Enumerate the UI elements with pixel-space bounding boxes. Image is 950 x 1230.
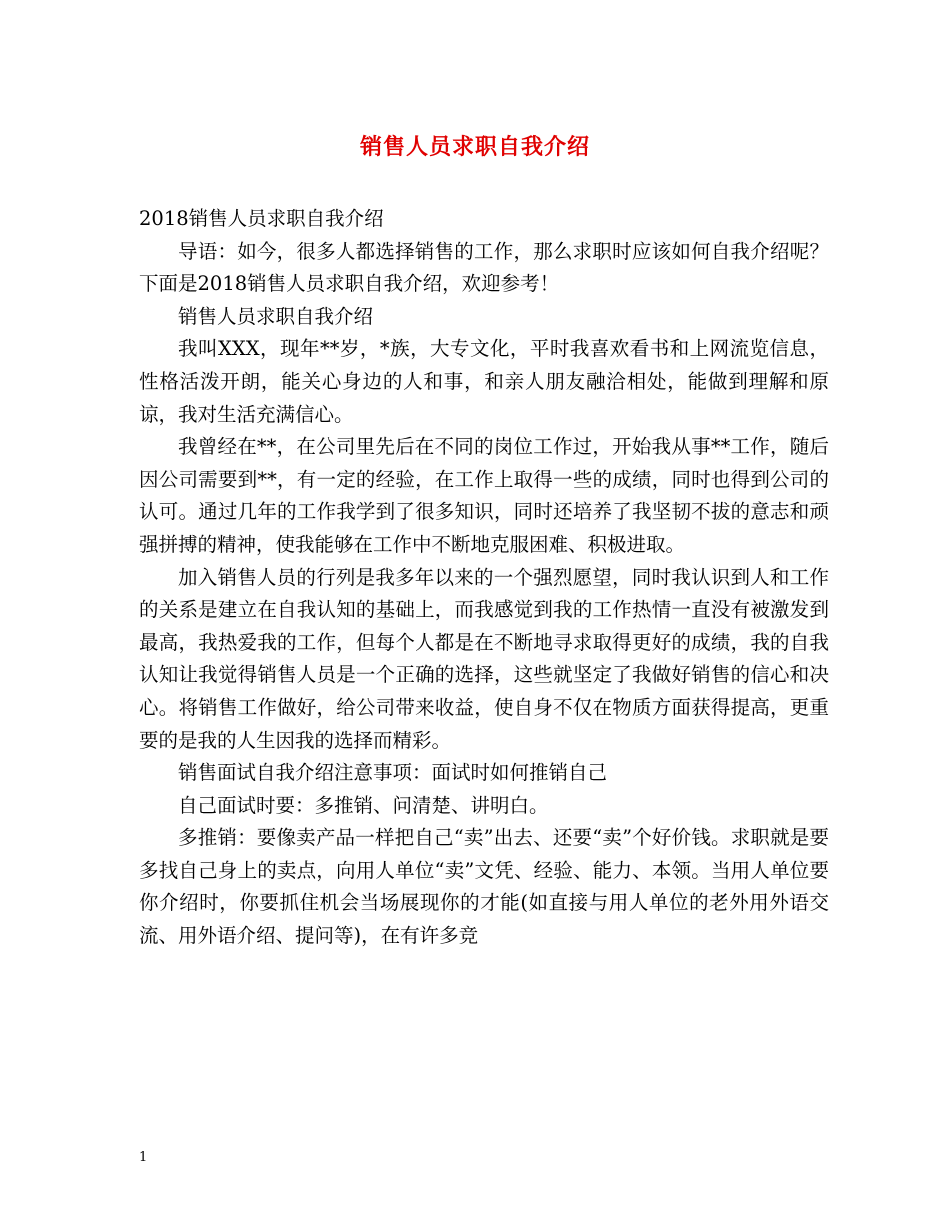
paragraph-self-intro: 我叫XXX，现年**岁，*族，大专文化，平时我喜欢看书和上网流览信息，性格活泼开朗，能关心身边的人和事，和亲人朋友融洽相处，能做到理解和原谅，我对生活充满信心。 xyxy=(139,337,829,426)
paragraph-subtitle: 2018销售人员求职自我介绍 xyxy=(139,207,384,230)
paragraph-tips-heading: 销售面试自我介绍注意事项：面试时如何推销自己 xyxy=(178,761,608,785)
paragraph-intro: 导语：如今，很多人都选择销售的工作，那么求职时应该如何自我介绍呢？下面是2018销售人员求职自我介绍，欢迎参考！ xyxy=(139,239,829,296)
paragraph-promote: 多推销：要像卖产品一样把自己“卖”出去、还要“卖”个好价钱。求职就是要多找自己身上的卖点，向用人单位“卖”文凭、经验、能力、本领。当用人单位要你介绍时，你要抓住机会当场展现你的才能(如直接与用人单位的老外用外语交流、用外语介绍、提问等)，在有许多竞 xyxy=(139,826,829,948)
paragraph-tips-summary: 自己面试时要：多推销、问清楚、讲明白。 xyxy=(178,793,549,817)
paragraph-motivation: 加入销售人员的行列是我多年以来的一个强烈愿望，同时我认识到人和工作的关系是建立在自我认知的基础上，而我感觉到我的工作热情一直没有被激发到最高，我热爱我的工作，但每个人都是在不断地寻求取得更好的成绩，我的自我认知让我觉得销售人员是一个正确的选择，这些就坚定了我做好销售的信心和决心。将销售工作做好，给公司带来收益，使自身不仅在物质方面获得提高，更重要的是我的人生因我的选择而精彩。 xyxy=(139,565,829,752)
document-title: 销售人员求职自我介绍 xyxy=(359,134,590,160)
paragraph-heading: 销售人员求职自我介绍 xyxy=(178,304,374,328)
page-number: 1 xyxy=(139,1150,148,1165)
paragraph-experience: 我曾经在**，在公司里先后在不同的岗位工作过，开始我从事**工作，随后因公司需要到**，有一定的经验，在工作上取得一些的成绩，同时也得到公司的认可。通过几年的工作我学到了很多知识，同时还培养了我坚韧不拔的意志和顽强拼搏的精神，使我能够在工作中不断地克服困难、积极进取。 xyxy=(139,435,829,556)
document-body xyxy=(139,203,829,953)
